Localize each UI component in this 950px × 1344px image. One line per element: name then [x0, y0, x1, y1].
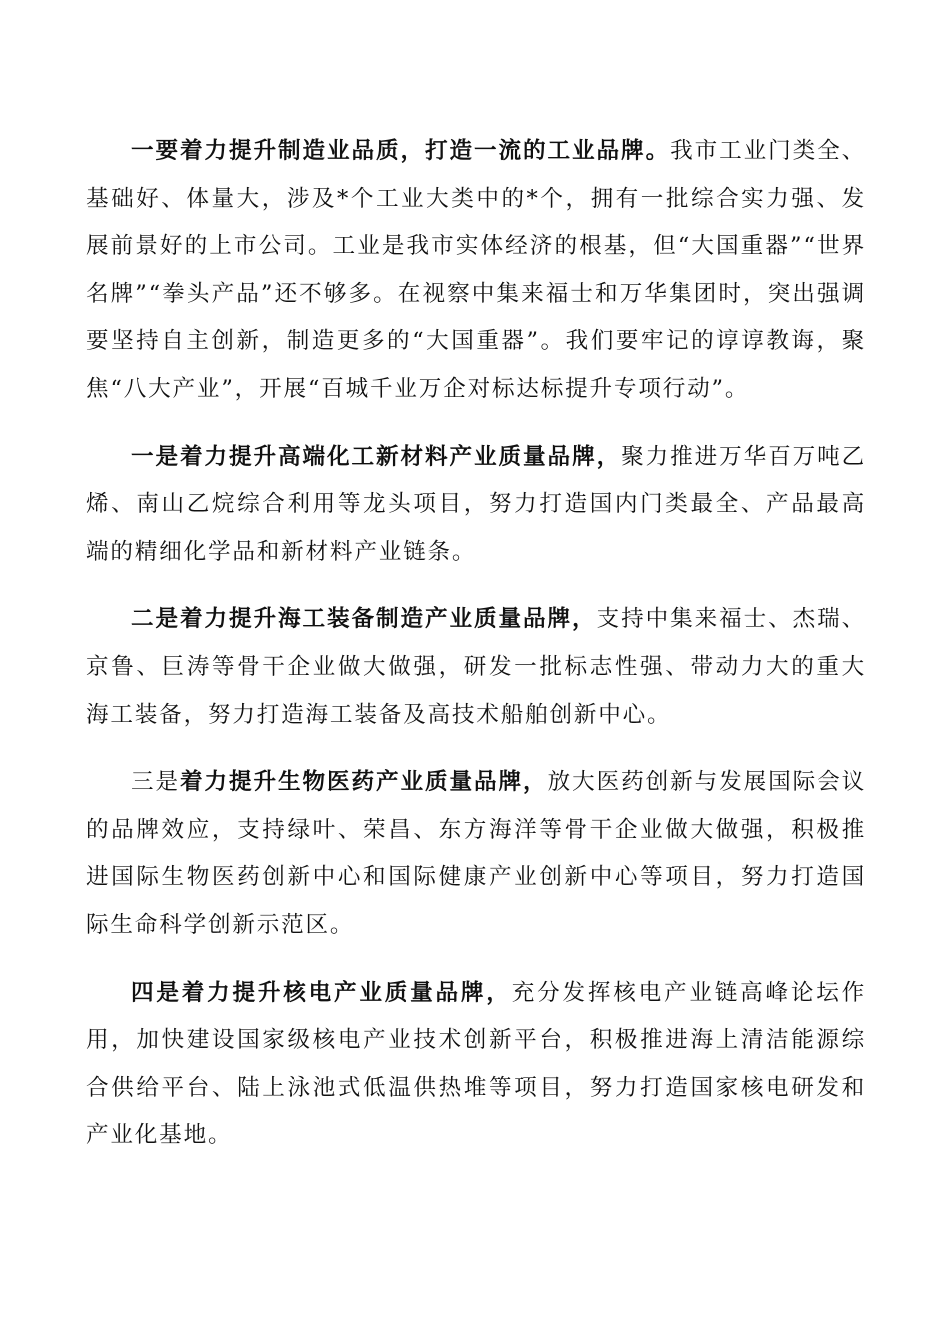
- paragraph-chemical-materials: [86, 434, 866, 577]
- paragraph-text: 放大医药创新与发展国际会议的品牌效应，支持绿叶、荣昌、东方海洋等骨干企业做大做强，积极推进国际生物医药创新中心和国际健康产业创新中心等项目，努力打造国际生命科学创新示范区。: [86, 769, 866, 938]
- paragraph-lead: 二是着力提升海工装备制造产业质量品牌，: [131, 606, 597, 633]
- paragraph-text: 充分发挥核电产业链高峰论坛作用，加快建设国家级核电产业技术创新平台，积极推进海上清洁能源综合供给平台、陆上泳池式低温供热堆等项目，努力打造国家核电研发和产业化基地。: [86, 979, 867, 1149]
- paragraph-lead: 一是着力提升高端化工新材料产业质量品牌，: [131, 443, 622, 470]
- document-body: [86, 128, 866, 1160]
- paragraph-lead-prefix: 三是: [131, 769, 181, 796]
- paragraph-biomedicine: [86, 759, 866, 949]
- paragraph-lead: 一要着力提升制造业品质，打造一流的工业品牌。: [131, 138, 671, 164]
- paragraph-manufacturing-quality: [86, 128, 866, 414]
- paragraph-lead: 四是着力提升核电产业质量品牌，: [131, 979, 512, 1006]
- paragraph-text: 聚力推进万华百万吨乙烯、南山乙烷综合利用等龙头项目，努力打造国内门类最全、产品最高端的精细化学品和新材料产业链条。: [86, 443, 867, 565]
- paragraph-lead: 着力提升生物医药产业质量品牌，: [180, 769, 548, 796]
- paragraph-marine-equipment: [86, 596, 866, 739]
- paragraph-text: 支持中集来福士、杰瑞、京鲁、巨涛等骨干企业做大做强，研发一批标志性强、带动力大的重大海工装备，努力打造海工装备及高技术船舶创新中心。: [86, 606, 866, 728]
- paragraph-text: 我市工业门类全、基础好、体量大，涉及*个工业大类中的*个，拥有一批综合实力强、发展前景好的上市公司。工业是我市实体经济的根基，但“大国重器”“世界名牌”“拳头产品”还不够多。在视察中集来福士和万华集团时，突出强调要坚持自主创新，制造更多的“大国重器”。我们要牢记的谆谆教诲，聚焦“八大产业”，开展“百城千业万企对标达标提升专项行动”。: [86, 138, 866, 402]
- paragraph-nuclear-power: [86, 970, 866, 1160]
